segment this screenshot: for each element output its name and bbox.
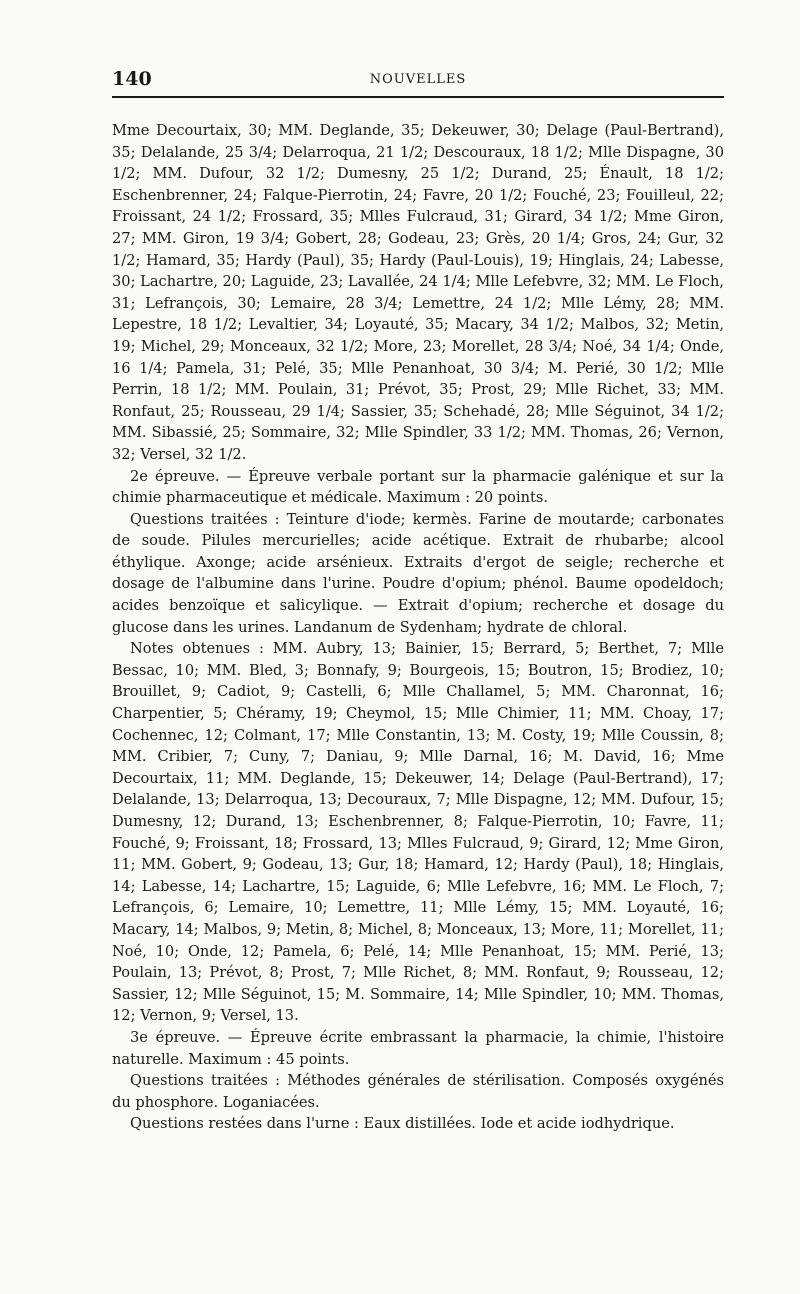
page-number: 140 xyxy=(112,68,152,90)
second-exam-heading: 2e épreuve. — Épreuve verbale portant sur la pharmacie galénique et sur la chimie pharmaceutique et médicale. Maximum : 20 points. xyxy=(112,467,724,507)
candidate-scores-list: Mme Decourtaix, 30; MM. Deglande, 35; Dekeuwer, 30; Delage (Paul-Bertrand), 35; Delalande, 25 3/4; Delarroqua, 21 1/2; Descouraux, 18 1/2; Mlle Dispagne, 30 1/2; MM. Dufour, 32 1/2; Dumesny, 25 1/2; Durand, 25; Énault, 18 1/2; Eschenbrenner, 24; Falque-Pierrotin, 24; Favre, 20 1/2; Fouché, 23; Fouilleul, 22; Froissant, 24 1/2; Frossard, 35; Mlles Fulcraud, 31; Girard, 34 1/2; Mme Giron, 27; MM. Giron, 19 3/4; Gobert, 28; Godeau, 23; Grès, 20 1/4; Gros, 24; Gur, 32 1/2; Hamard, 35; Hardy (Paul), 35; Hardy (Paul-Louis), 19; Hinglais, 24; Labesse, 30; Lachartre, 20; Laguide, 23; Lavallée, 24 1/4; Mlle Lefebvre, 32; MM. Le Floch, 31; Lefrançois, 30; Lemaire, 28 3/4; Lemettre, 24 1/2; Mlle Lémy, 28; MM. Lepestre, 18 1/2; Levaltier, 34; Loyauté, 35; Macary, 34 1/2; Malbos, 32; Metin, 19; Michel, 29; Monceaux, 32 1/2; More, 23; Morellet, 28 3/4; Noé, 34 1/4; Onde, 16 1/4; Pamela, 31; Pelé, 35; Mlle Penanhoat, 30 3/4; M. Perié, 30 1/2; Mlle Perrin, 18 1/2; MM. Poulain, 31; Prévot, 35; Prost, 29; Mlle Richet, 33; MM. Ronfaut, 25; Rousseau, 29 1/4; Sassier, 35; Schehadé, 28; Mlle Séguinot, 34 1/2; MM. Sibassié, 25; Sommaire, 32; Mlle Spindler, 33 1/2; MM. Thomas, 26; Vernon, 32; Versel, 32 1/2. xyxy=(112,122,724,463)
second-exam-questions: Questions traitées : Teinture d'iode; kermès. Farine de moutarde; carbonates de soude. Pilules mercurielles; acide acétique. Extrait de rhubarbe; alcool éthylique. Axonge; acide arsénieux. Extraits d'ergot de seigle; recherche et dosage de l'albumine dans l'urine. Poudre d'opium; phénol. Baume opodeldoch; acides benzoïque et salicylique. — Extrait d'opium; recherche et dosage du glucose dans les urines. Landanum de Sydenham; hydrate de chloral. xyxy=(112,510,724,636)
document-page xyxy=(112,62,724,1135)
running-title: NOUVELLES xyxy=(369,72,467,87)
second-exam-grades: Notes obtenues : MM. Aubry, 13; Bainier, 15; Berrard, 5; Berthet, 7; Mlle Bessac, 10; MM. Bled, 3; Bonnafy, 9; Bourgeois, 15; Boutron, 15; Brodiez, 10; Brouillet, 9; Cadiot, 9; Castelli, 6; Mlle Challamel, 5; MM. Charonnat, 16; Charpentier, 5; Chéramy, 19; Cheymol, 15; Mlle Chimier, 11; MM. Choay, 17; Cochennec, 12; Colmant, 17; Mlle Constantin, 13; M. Costy, 19; Mlle Coussin, 8; MM. Cribier, 7; Cuny, 7; Daniau, 9; Mlle Darnal, 16; M. David, 16; Mme Decourtaix, 11; MM. Deglande, 15; Dekeuwer, 14; Delage (Paul-Bertrand), 17; Delalande, 13; Delarroqua, 13; Decouraux, 7; Mlle Dispagne, 12; MM. Dufour, 15; Dumesny, 12; Durand, 13; Eschenbrenner, 8; Falque-Pierrotin, 10; Favre, 11; Fouché, 9; Froissant, 18; Frossard, 13; Mlles Fulcraud, 9; Girard, 12; Mme Giron, 11; MM. Gobert, 9; Godeau, 13; Gur, 18; Hamard, 12; Hardy (Paul), 18; Hinglais, 14; Labesse, 14; Lachartre, 15; Laguide, 6; Mlle Lefebvre, 16; MM. Le Floch, 7; Lefrançois, 6; Lemaire, 10; Lemettre, 11; Mlle Lémy, 15; MM. Loyauté, 16; Macary, 14; Malbos, 9; Metin, 8; Michel, 8; Monceaux, 13; More, 11; Morellet, 11; Noé, 10; Onde, 12; Pamela, 6; Pelé, 14; Mlle Penanhoat, 15; MM. Perié, 13; Poulain, 13; Prévot, 8; Prost, 7; Mlle Richet, 8; MM. Ronfaut, 9; Rousseau, 12; Sassier, 12; Mlle Séguinot, 15; M. Sommaire, 14; Mlle Spindler, 10; MM. Thomas, 12; Vernon, 9; Versel, 13. xyxy=(112,640,724,1025)
third-exam-questions: Questions traitées : Méthodes générales de stérilisation. Composés oxygénés du phosphore. Loganiacées. xyxy=(112,1072,724,1111)
page-body xyxy=(112,120,724,1135)
third-exam-heading: 3e épreuve. — Épreuve écrite embrassant la pharmacie, la chimie, l'histoire naturelle. Maximum : 45 points. xyxy=(112,1028,724,1068)
third-exam-remaining-questions: Questions restées dans l'urne : Eaux distillées. Iode et acide iodhydrique. xyxy=(130,1115,675,1133)
page-header xyxy=(112,62,724,98)
